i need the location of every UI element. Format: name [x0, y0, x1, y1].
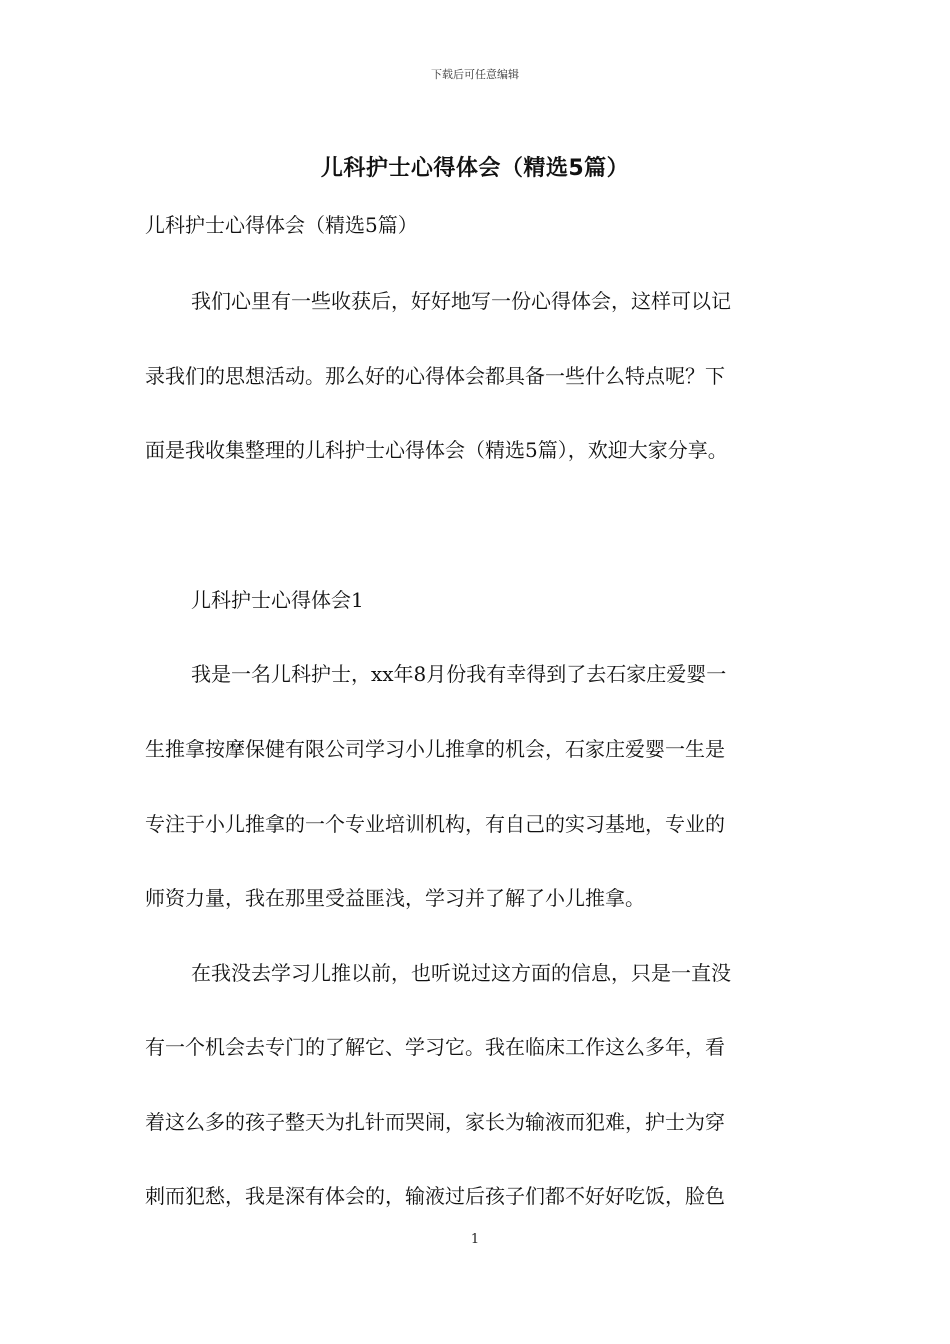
- body-line: 刺而犯愁，我是深有体会的，输液过后孩子们都不好好吃饭，脸色: [145, 1184, 725, 1208]
- section-heading: 儿科护士心得体会1: [191, 588, 364, 612]
- body-line: 着这么多的孩子整天为扎针而哭闹，家长为输液而犯难，护士为穿: [145, 1110, 725, 1134]
- intro-line-2: 录我们的思想活动。那么好的心得体会都具备一些什么特点呢？下: [145, 364, 725, 388]
- subtitle-line: 儿科护士心得体会（精选5篇）: [145, 213, 418, 237]
- intro-line-1: 我们心里有一些收获后，好好地写一份心得体会，这样可以记: [191, 289, 731, 313]
- body-line: 在我没去学习儿推以前，也听说过这方面的信息，只是一直没: [191, 961, 731, 985]
- page-number: 1: [470, 1232, 480, 1247]
- body-line: 师资力量，我在那里受益匪浅，学习并了解了小儿推拿。: [145, 886, 645, 910]
- body-line: 专注于小儿推拿的一个专业培训机构，有自己的实习基地，专业的: [145, 812, 725, 836]
- body-line: 有一个机会去专门的了解它、学习它。我在临床工作这么多年，看: [145, 1035, 725, 1059]
- body-line: 我是一名儿科护士，xx年8月份我有幸得到了去石家庄爱婴一: [191, 662, 727, 686]
- body-line: 生推拿按摩保健有限公司学习小儿推拿的机会，石家庄爱婴一生是: [145, 737, 725, 761]
- header-note: 下载后可任意编辑: [431, 68, 519, 81]
- intro-line-3: 面是我收集整理的儿科护士心得体会（精选5篇），欢迎大家分享。: [145, 438, 728, 462]
- document-title: 儿科护士心得体会（精选5篇）: [320, 156, 630, 181]
